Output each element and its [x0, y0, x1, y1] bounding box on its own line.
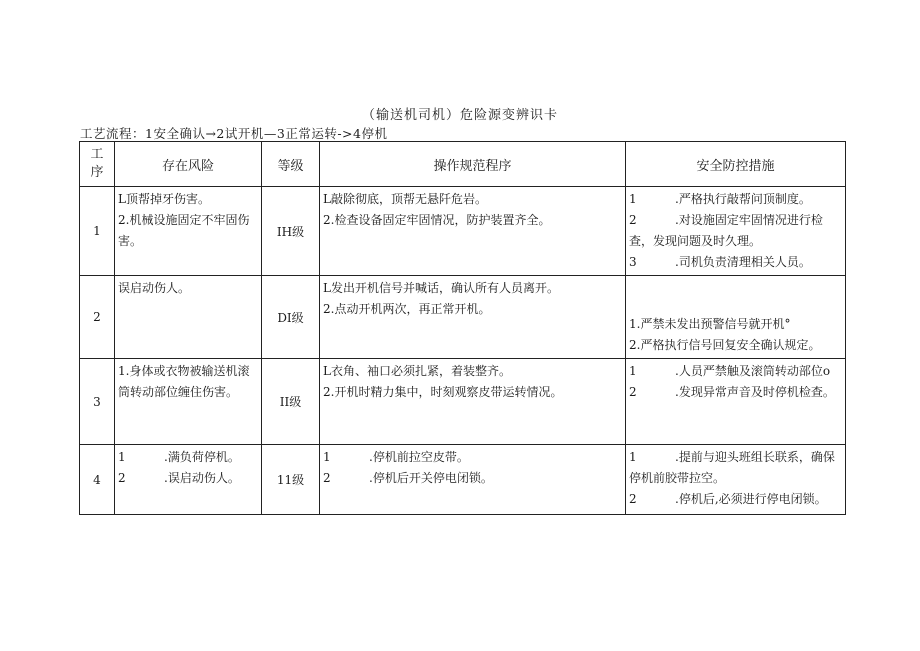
table-row — [80, 187, 846, 276]
measures-cell: 1 .人员严禁触及滚筒转动部位o 2 .发现异常声音及时停机检查。 — [626, 359, 846, 445]
table-row — [80, 276, 846, 359]
risk-cell: L顶帮掉牙伤害。 2.机械设施固定不牢固伤害。 — [115, 187, 262, 276]
procedure-cell: 1 .停机前拉空皮带。 2 .停机后开关停电闭锁。 — [320, 445, 626, 515]
table-row — [80, 359, 846, 445]
level-cell: IH级 — [262, 187, 320, 276]
procedure-cell: L敲除彻底，顶帮无悬阡危岩。 2.检查设备固定牢固情况，防护装置齐全。 — [320, 187, 626, 276]
header-level: 等级 — [262, 142, 320, 187]
card-title: （输送机司机）危险源变辨识卡 — [361, 108, 558, 123]
row-seq: 4 — [80, 445, 115, 515]
row-seq: 1 — [80, 187, 115, 276]
row-seq: 3 — [80, 359, 115, 445]
measures-cell: 1 .严格执行敲帮问顶制度。 2 .对设施固定牢固情况进行检查，发现问题及时久理。 3 .司机负责清理相关人员。 — [626, 187, 846, 276]
procedure-cell: L衣角、袖口必须扎紧，着装整齐。 2.开机时精力集中，时刻观察皮带运转情况。 — [320, 359, 626, 445]
header-seq: 工 序 — [80, 142, 115, 187]
table-header-row — [80, 142, 846, 187]
process-flow: 工艺流程：1安全确认→2试开机—3正常运转->4停机 — [80, 126, 388, 141]
level-cell: 11级 — [262, 445, 320, 515]
header-risk: 存在风险 — [115, 142, 262, 187]
measures-cell: 1 .提前与迎头班组长联系，确保停机前胶带拉空。 2 .停机后,必须进行停电闭锁。 — [626, 445, 846, 515]
risk-cell: 1.身体或衣物被输送机滚筒转动部位缠住伤害。 — [115, 359, 262, 445]
procedure-cell: L发出开机信号并喊话，确认所有人员离开。 2.点动开机两次，再正常开机。 — [320, 276, 626, 359]
level-cell: II级 — [262, 359, 320, 445]
header-measures: 安全防控措施 — [626, 142, 846, 187]
header-procedure: 操作规范程序 — [320, 142, 626, 187]
risk-cell: 误启动伤人。 — [115, 276, 262, 359]
measures-cell: 1.严禁未发出预警信号就开机° 2.严格执行信号回复安全确认规定。 — [626, 276, 846, 359]
hazard-table — [79, 141, 846, 515]
row-seq: 2 — [80, 276, 115, 359]
level-cell: DI级 — [262, 276, 320, 359]
risk-cell: 1 .满负荷停机。 2 .误启动伤人。 — [115, 445, 262, 515]
table-row — [80, 445, 846, 515]
